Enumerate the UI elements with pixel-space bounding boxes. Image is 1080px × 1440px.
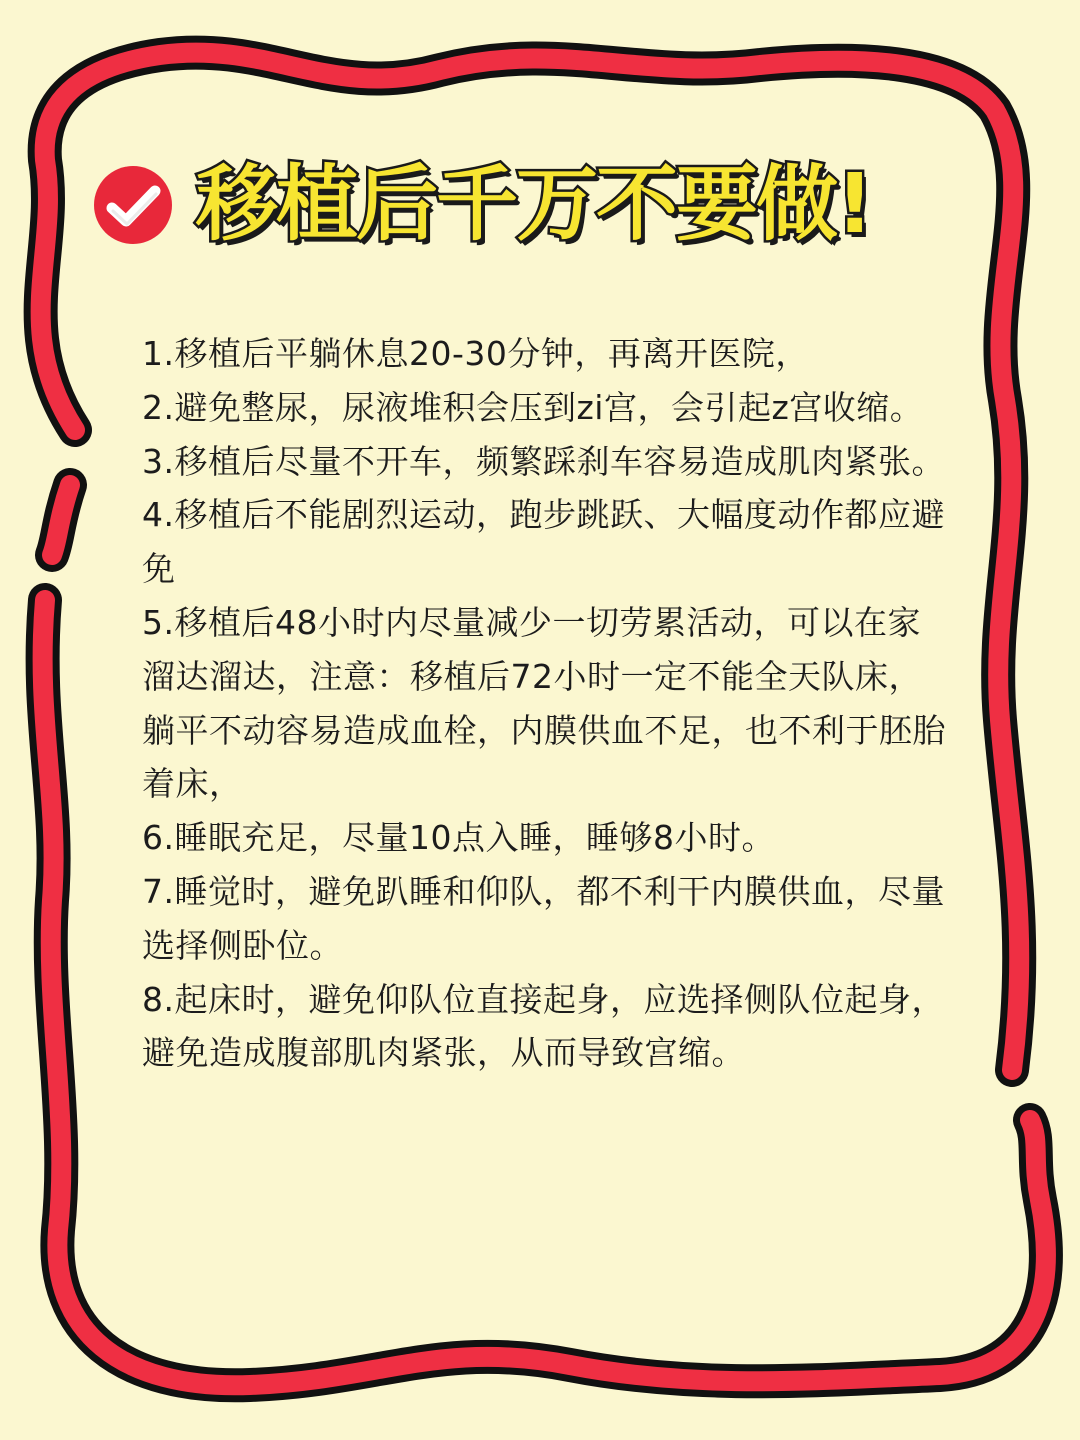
list-item: 3.移植后尽量不开车，频繁踩刹车容易造成肌肉紧张。	[142, 441, 945, 481]
checkmark-icon	[92, 164, 174, 246]
header	[92, 150, 992, 260]
list-item: 7.睡觉时，避免趴睡和仰队，都不利干内膜供血，尽量选择侧卧位。	[142, 871, 945, 965]
page-title: 移植后千万不要做!	[196, 157, 872, 252]
list-item: 2.避免整尿，尿液堆积会压到zi宫，会引起z宫收缩。	[142, 387, 924, 427]
list-item: 4.移植后不能剧烈运动，跑步跳跃、大幅度动作都应避免	[142, 495, 945, 589]
list-item: 8.起床时，避免仰队位直接起身，应选择侧队位起身，避免造成腹部肌肉紧张，从而导致宫缩。	[142, 979, 945, 1073]
list-item: 5.移植后48小时内尽量减少一切劳累活动，可以在家溜达溜达，注意：移植后72小时一定不能全天队床，躺平不动容易造成血栓，内膜供血不足，也不利于胚胎着床，	[142, 602, 946, 804]
tips-list	[142, 327, 952, 1080]
list-item: 1.移植后平躺休息20-30分钟，再离开医院，	[142, 334, 809, 373]
list-item: 6.睡眠充足，尽量10点入睡，睡够8小时。	[142, 818, 775, 858]
